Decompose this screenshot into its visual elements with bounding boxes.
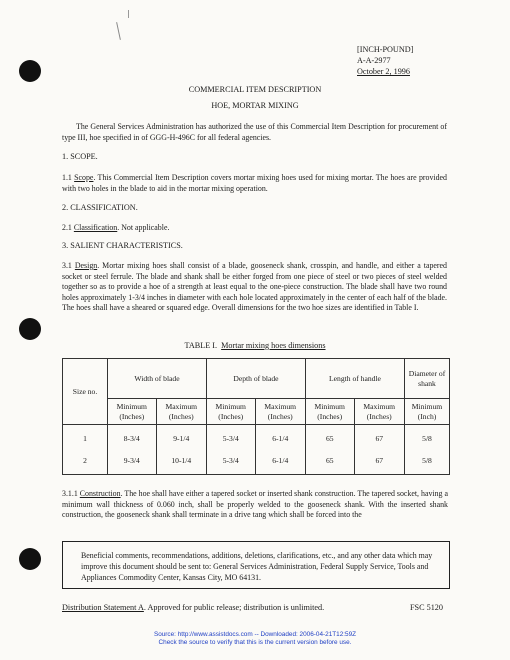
width-max-header: Maximum (Inches) — [156, 399, 206, 425]
design-paragraph: 3.1 Design. Mortar mixing hoes shall consist of a blade, gooseneck shank, crosspin, and handle, and either a tapered socket or steel ferrule. The blade and shank shall be either forged from one piece of steel or two pieces of steel welded together so as to provide a hoe of a strength at least equal to the one-piece construction. The blade shall have two round holes approximately 1-3/4 inches in diameter with each hole located approximately in the center of each half of the blade. The hoes shall have a sheared or squared edge. Overall dimensions for the two hoe sizes are identified in Table I. — [62, 261, 447, 313]
fsc-code: FSC 5120 — [410, 603, 443, 612]
length-group-header: Length of handle — [305, 359, 404, 399]
salient-heading: 3. SALIENT CHARACTERISTICS. — [62, 241, 183, 250]
table-caption: TABLE I. Mortar mixing hoes dimensions — [184, 341, 326, 350]
scope-paragraph: 1.1 Scope. This Commercial Item Description covers mortar mixing hoes used for mixing mortar. The hoes are provided with two holes in the blade to aid in the mortar mixing operation. — [62, 173, 447, 193]
table-row — [63, 447, 450, 475]
width-max-cell: 9-1/4 — [156, 425, 206, 447]
doc-class-label: [INCH-POUND] — [357, 45, 414, 54]
punch-hole-bottom — [19, 548, 41, 570]
intro-paragraph: The General Services Administration has authorized the use of this Commercial Item Description for procurement of type III, hoe specified in of GGG-H-496C for all federal agencies. — [62, 122, 447, 142]
width-min-header: Minimum (Inches) — [108, 399, 157, 425]
size-cell: 2 — [63, 447, 108, 475]
width-group-header: Width of blade — [108, 359, 207, 399]
classification-paragraph: 2.1 Classification. Not applicable. — [62, 223, 170, 232]
comments-notice-text: Beneficial comments, recommendations, additions, deletions, clarifications, etc., and any other data which may improve this document should be sent to: General Services Administration, Federal Supply Service, Tools and Appliances Commodity Center, Kansas City, MO 64131. — [81, 551, 433, 582]
length-min-cell: 65 — [305, 447, 354, 475]
depth-max-cell: 6-1/4 — [255, 425, 305, 447]
width-min-cell: 9-3/4 — [108, 447, 157, 475]
length-min-header: Minimum (Inches) — [305, 399, 354, 425]
scan-mark — [128, 10, 129, 18]
size-cell: 1 — [63, 425, 108, 447]
doc-number: A-A-2977 — [357, 56, 391, 65]
doc-date: October 2, 1996 — [357, 67, 410, 76]
punch-hole-middle — [19, 318, 41, 340]
width-max-cell: 10-1/4 — [156, 447, 206, 475]
length-max-header: Maximum (Inches) — [354, 399, 405, 425]
depth-min-cell: 5-3/4 — [206, 447, 255, 475]
length-max-cell: 67 — [354, 425, 405, 447]
width-min-cell: 8-3/4 — [108, 425, 157, 447]
source-download-line: Source: http://www.assistdocs.com -- Downloaded: 2006-04-21T12:59Z — [153, 631, 357, 638]
classification-heading: 2. CLASSIFICATION. — [62, 203, 138, 212]
length-min-cell: 65 — [305, 425, 354, 447]
depth-min-cell: 5-3/4 — [206, 425, 255, 447]
depth-max-header: Maximum (Inches) — [255, 399, 305, 425]
depth-max-cell: 6-1/4 — [255, 447, 305, 475]
scan-mark — [116, 22, 121, 40]
size-column-header: Size no. — [63, 359, 108, 425]
source-verify-line: Check the source to verify that this is the current version before use. — [158, 639, 352, 646]
page-title: COMMERCIAL ITEM DESCRIPTION — [188, 85, 322, 94]
page-subtitle: HOE, MORTAR MIXING — [211, 101, 299, 110]
source-footer — [0, 631, 510, 647]
shank-min-cell: 5/8 — [405, 447, 450, 475]
table-row — [63, 425, 450, 447]
punch-hole-top — [19, 60, 41, 82]
length-max-cell: 67 — [354, 447, 405, 475]
shank-min-cell: 5/8 — [405, 425, 450, 447]
dimensions-table — [62, 358, 450, 475]
comments-notice-box — [62, 541, 450, 589]
diameter-group-header: Diameter of shank — [405, 359, 450, 399]
construction-paragraph: 3.1.1 Construction. The hoe shall have either a tapered socket or inserted shank construction. The tapered socket, having a minimum wall thickness of 0.060 inch, shall be properly welded to the gooseneck shank. With the inserted shank construction, the gooseneck shank shall terminate in a drive tang which shall be forced into the — [62, 489, 448, 520]
depth-group-header: Depth of blade — [206, 359, 305, 399]
scope-heading: 1. SCOPE. — [62, 152, 98, 161]
distribution-statement: Distribution Statement A. Approved for public release; distribution is unlimited. — [62, 603, 325, 612]
depth-min-header: Minimum (Inches) — [206, 399, 255, 425]
shank-min-header: Minimum (Inch) — [405, 399, 450, 425]
